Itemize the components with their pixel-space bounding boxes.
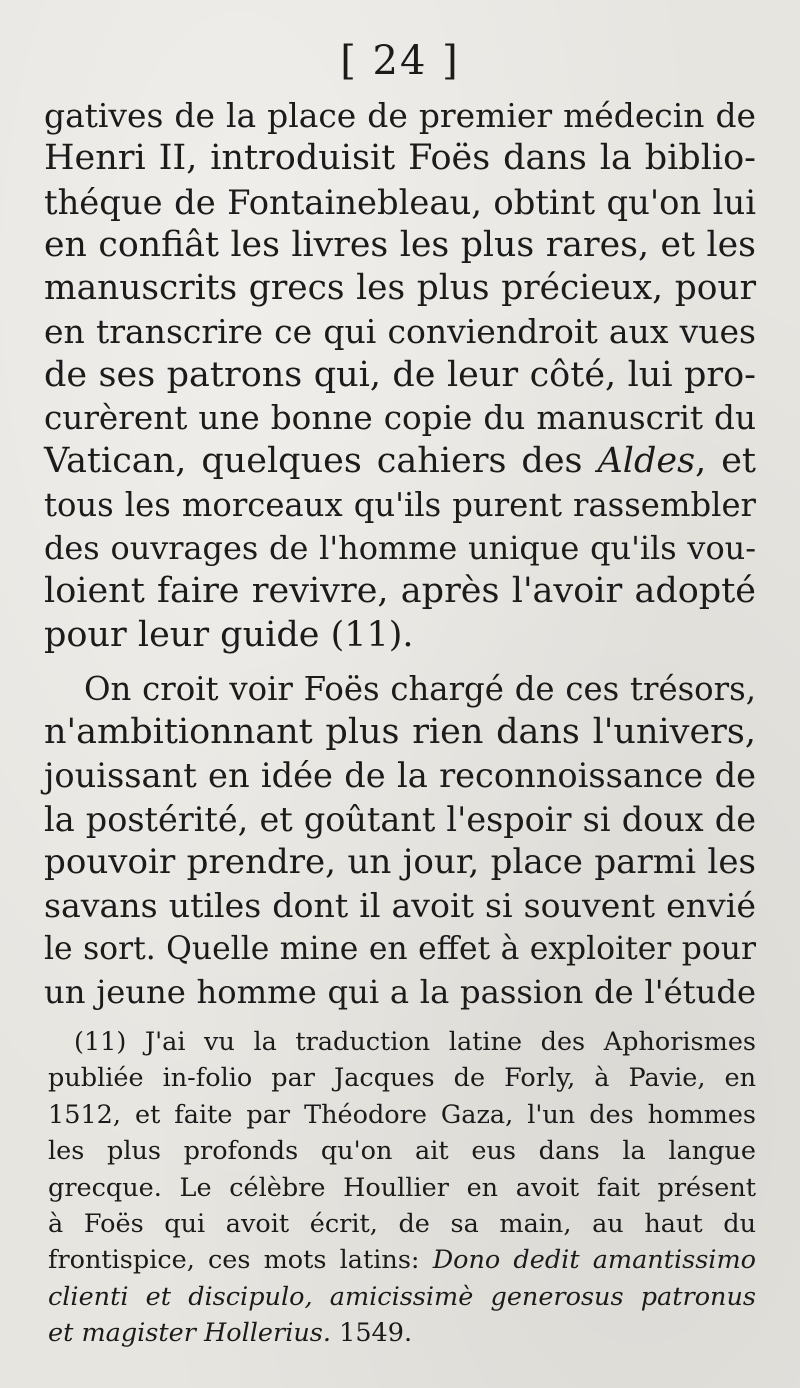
footnote-line: 1512, et faite par Théodore Gaza, l'un des hommes — [48, 1099, 756, 1130]
text-line: le sort. Quelle mine en effet à exploiter pour — [44, 930, 756, 967]
text-line: en confiât les livres les plus rares, et les — [44, 224, 756, 265]
text-fragment: 1549. — [330, 1318, 413, 1349]
italic-text: Dono dedit amantissimo — [432, 1245, 756, 1276]
text-fragment: , et — [695, 441, 756, 482]
text-line: des ouvrages de l'homme unique qu'ils vou- — [44, 528, 756, 567]
paragraph-gap — [44, 657, 756, 668]
text-line: la postérité, et goûtant l'espoir si doux de — [44, 799, 756, 839]
text-line — [44, 440, 756, 483]
footnote-line — [48, 1315, 756, 1351]
footnote-line: les plus profonds qu'on ait eus dans la langue — [48, 1136, 756, 1167]
text-line: savans utiles dont il avoit si souvent envié — [44, 886, 756, 926]
footnote-line: (11) J'ai vu la traduction latine des Aphorismes — [74, 1027, 756, 1057]
footnote-line — [48, 1279, 756, 1315]
footnote — [48, 1024, 756, 1352]
text-line: pouvoir prendre, un jour, place parmi les — [44, 842, 756, 883]
italic-text: clienti et discipulo, amicissimè generosus patronus — [48, 1281, 756, 1312]
text-line: Henri II, introduisit Foës dans la biblio- — [44, 138, 756, 179]
text-line: théque de Fontainebleau, obtint qu'on lui — [44, 182, 756, 222]
text-line: un jeune homme qui a la passion de l'étude — [44, 972, 756, 1011]
text-line: loient faire revivre, après l'avoir adopté — [44, 571, 756, 612]
text-fragment: frontispice, ces mots latins: — [48, 1245, 433, 1276]
text-line: curèrent une bonne copie du manuscrit du — [44, 399, 756, 438]
text-line: manuscrits grecs les plus précieux, pour — [44, 268, 756, 309]
text-line: On croit voir Foës chargé de ces trésors, — [84, 669, 756, 708]
text-line: n'ambitionnant plus rien dans l'univers, — [44, 712, 756, 753]
text-fragment: Vatican, quelques cahiers des — [44, 441, 598, 482]
footnote-line: grecque. Le célèbre Houllier en avoit fait présent — [48, 1172, 756, 1203]
text-line: tous les morceaux qu'ils purent rassembler — [44, 485, 756, 524]
italic-text: Aldes — [597, 441, 696, 482]
main-text — [44, 94, 756, 1014]
footnote-line: publiée in-folio par Jacques de Forly, à Pavie, en — [48, 1063, 756, 1094]
footnote-line: à Foës qui avoit écrit, de sa main, au haut du — [48, 1209, 756, 1240]
footnote-line — [48, 1242, 756, 1278]
text-line: gatives de la place de premier médecin de — [44, 96, 756, 135]
text-line: en transcrire ce qui conviendroit aux vues — [44, 312, 756, 352]
page-number: [ 24 ] — [340, 38, 460, 84]
text-line: pour leur guide (11). — [44, 614, 414, 655]
text-line: jouissant en idée de la reconnoissance de — [44, 756, 756, 796]
italic-text: et magister Hollerius. — [48, 1318, 331, 1349]
text-line: de ses patrons qui, de leur côté, lui pro- — [44, 354, 756, 395]
